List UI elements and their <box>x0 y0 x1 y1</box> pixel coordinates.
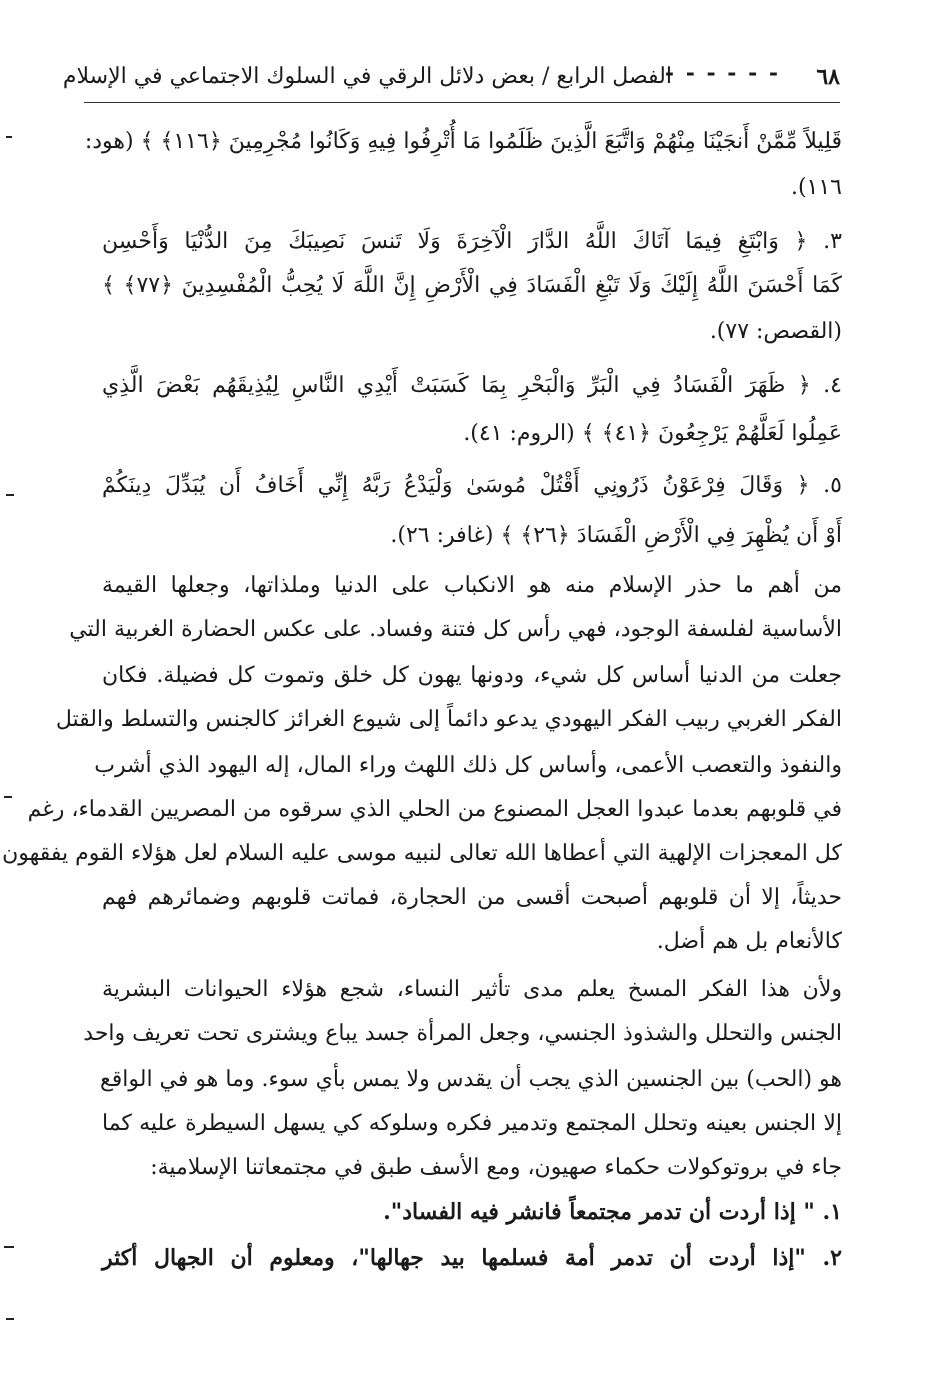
paragraph-1-line-5: والنفوذ والتعصب الأعمى، وأساس كل ذلك اللهث وراء المال، إله اليهود الذي أشرب <box>94 753 842 778</box>
scan-mark <box>6 1318 14 1320</box>
verse-line-8: ٥. ﴿ وَقَالَ فِرْعَوْنُ ذَرُونِي أَقْتُلْ مُوسَىٰ وَلْيَدْعُ رَبَّهُ إِنِّي أَخَافُ أَن يُبَدِّلَ دِينَكُمْ <box>102 473 842 498</box>
paragraph-1-line-2: الأساسية لفلسفة الوجود، فهي رأس كل فتنة وفساد. على عكس الحضارة الغربية التي <box>69 617 842 642</box>
paragraph-1-line-4: الفكر الغربي ربيب الفكر اليهودي يدعو دائماً إلى شيوع الغرائز كالجنس والتسلط والقتل <box>55 707 842 732</box>
paragraph-2-line-1: ولأن هذا الفكر المسخ يعلم مدى تأثير النساء، شجع هؤلاء الحيوانات البشرية <box>102 977 842 1002</box>
verse-line-2: ١١٦). <box>790 175 842 200</box>
paragraph-1-line-9: كالأنعام بل هم أضل. <box>656 929 842 954</box>
paragraph-1-line-8: حديثاً، إلا أن قلوبهم أصبحت أقسى من الحجارة، فماتت قلوبهم وضمائرهم فهم <box>102 885 842 910</box>
page-header <box>62 60 840 103</box>
scan-mark <box>6 494 14 496</box>
page-number: ٦٨ <box>816 64 840 90</box>
paragraph-2-line-2: الجنس والتحلل والشذوذ الجنسي، وجعل المرأة جسد يباع ويشترى تحت تعريف واحد <box>83 1021 842 1046</box>
paragraph-1-line-1: من أهم ما حذر الإسلام منه هو الانكباب على الدنيا وملذاتها، وجعلها القيمة <box>102 573 842 598</box>
paragraph-2-line-3: هو (الحب) بين الجنسين الذي يجب أن يقدس ولا يمس بأي سوء. وما هو في الواقع <box>100 1067 842 1092</box>
paragraph-2-line-4: إلا الجنس بعينه وتحلل المجتمع وتدمير فكره وسلوكه كي يسهل السيطرة عليه كما <box>102 1111 842 1136</box>
verse-line-9: أَوْ أَن يُظْهِرَ فِي الْأَرْضِ الْفَسَادَ ﴿٢٦﴾ ﴾ (غافر: ٢٦). <box>390 523 842 548</box>
list-item-2: ٢. "إذا أردت أن تدمر أمة فسلمها بيد جهالها"، ومعلوم أن الجهال أكثر <box>102 1245 842 1271</box>
verse-line-7: عَمِلُوا لَعَلَّهُمْ يَرْجِعُونَ ﴿٤١﴾ ﴾ (الروم: ٤١). <box>463 421 842 446</box>
verse-line-3: ٣. ﴿ وَابْتَغِ فِيمَا آتَاكَ اللَّهُ الدَّارَ الْآخِرَةَ وَلَا تَنسَ نَصِيبَكَ مِنَ الدُّنْيَا وَأَحْسِن <box>102 229 842 254</box>
header-dashes: - - - - - - <box>664 60 780 86</box>
verse-line-4: كَمَا أَحْسَنَ اللَّهُ إِلَيْكَ وَلَا تَبْغِ الْفَسَادَ فِي الْأَرْضِ إِنَّ اللَّهَ لَا يُحِبُّ الْمُفْسِدِينَ ﴿٧٧﴾ ﴾ <box>102 273 842 298</box>
paragraph-1-line-3: جعلت من الدنيا أساس كل شيء، ودونها يهون كل خلق وتموت كل فضيلة. فكان <box>102 663 842 688</box>
scan-mark <box>4 1246 14 1248</box>
paragraph-1-line-7: كل المعجزات الإلهية التي أعطاها الله تعالى لنبيه موسى عليه السلام لعل هؤلاء القوم يفقهون <box>2 841 842 866</box>
verse-line-5: (القصص: ٧٧). <box>709 319 842 344</box>
paragraph-2-line-5: جاء في بروتوكولات حكماء صهيون، ومع الأسف طبق في مجتمعاتنا الإسلامية: <box>150 1155 842 1180</box>
scan-mark <box>6 136 12 138</box>
paragraph-1-line-6: في قلوبهم بعدما عبدوا العجل المصنوع من الحلي الذي سرقوه من المصريين القدماء، رغم <box>27 797 842 822</box>
list-item-1: ١. " إذا أردت أن تدمر مجتمعاً فانشر فيه الفساد". <box>383 1199 842 1225</box>
running-title: الفصل الرابع / بعض دلائل الرقي في السلوك الاجتماعي في الإسلام <box>62 64 672 89</box>
verse-line-6: ٤. ﴿ ظَهَرَ الْفَسَادُ فِي الْبَرِّ وَالْبَحْرِ بِمَا كَسَبَتْ أَيْدِي النَّاسِ لِيُذِيقَهُم بَعْضَ الَّذِي <box>102 373 842 398</box>
scan-mark <box>4 796 12 798</box>
verse-line-1: قَلِيلاً مِّمَّنْ أَنجَيْنَا مِنْهُمْ وَاتَّبَعَ الَّذِينَ ظَلَمُوا مَا أُتْرِفُوا فِيهِ وَكَانُوا مُجْرِمِينَ ﴿١١٦﴾ ﴾ (هود: <box>84 129 842 154</box>
